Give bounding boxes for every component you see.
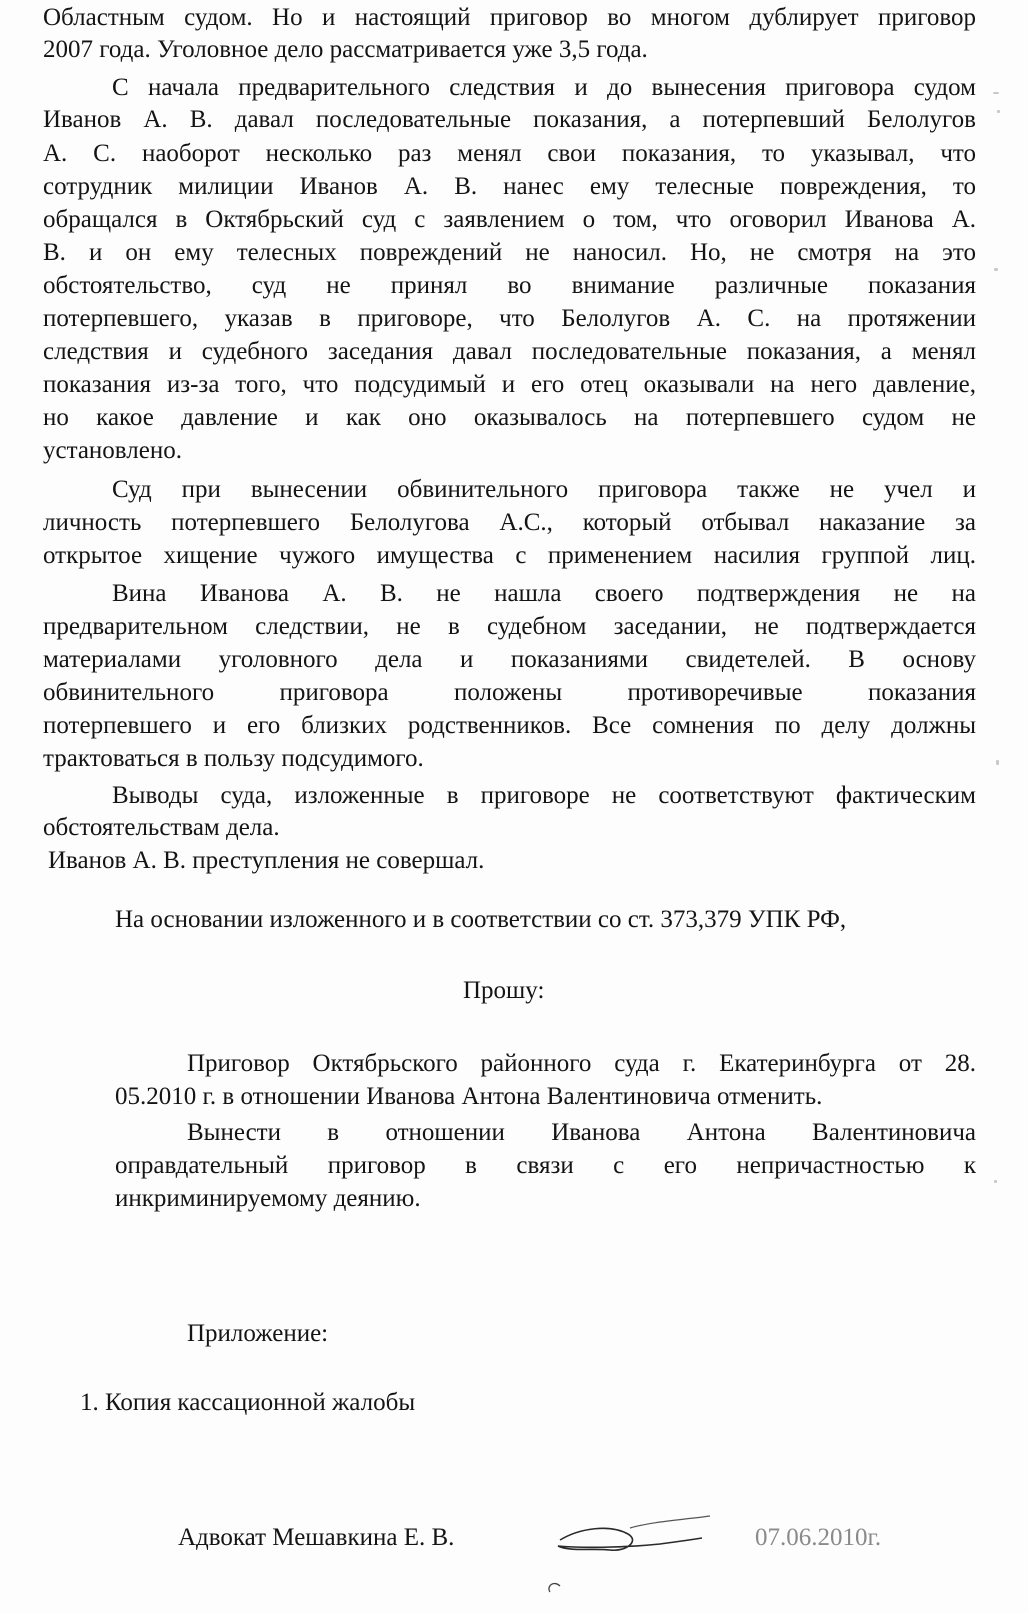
scan-speck xyxy=(997,110,1000,113)
body-line: Выводы суда, изложенные в приговоре не соответствуют фактическим xyxy=(112,782,976,809)
body-line: следствия и судебного заседания давал последовательные показания, а менял xyxy=(43,338,976,365)
body-line: 2007 года. Уголовное дело рассматривается уже 3,5 года. xyxy=(43,36,648,63)
body-line: Иванов А. В. преступления не совершал. xyxy=(48,847,485,874)
request-line: оправдательный приговор в связи с его непричастностью к xyxy=(115,1152,976,1179)
body-line: потерпевшего и его близких родственников. Все сомнения по делу должны xyxy=(43,712,976,739)
scan-speck xyxy=(996,760,999,765)
body-line: но какое давление и как оно оказывалось на потерпевшего судом не xyxy=(43,404,976,431)
body-line: трактоваться в пользу подсудимого. xyxy=(43,745,424,772)
body-line: личность потерпевшего Белолугова А.С., который отбывал наказание за xyxy=(43,509,976,536)
body-line: обращался в Октябрьский суд с заявлением о том, что оговорил Иванова А. xyxy=(43,206,976,233)
body-line: обвинительного приговора положены противоречивые показания xyxy=(43,679,976,706)
scan-speck xyxy=(993,92,999,94)
request-line: 05.2010 г. в отношении Иванова Антона Валентиновича отменить. xyxy=(115,1083,823,1110)
attachment-heading: Приложение: xyxy=(187,1320,329,1347)
body-line: потерпевшего, указав в приговоре, что Белолугов А. С. на протяжении xyxy=(43,305,976,332)
body-line: Вина Иванова А. В. не нашла своего подтверждения не на xyxy=(112,580,976,607)
body-line: установлено. xyxy=(43,437,182,464)
body-line: обстоятельство, суд не принял во внимание различные показания xyxy=(43,272,976,299)
scan-speck xyxy=(994,268,998,271)
body-line: обстоятельствам дела. xyxy=(43,814,280,841)
body-line: открытое хищение чужого имущества с применением насилия группой лиц. xyxy=(43,542,976,569)
body-line: материалами уголовного дела и показаниями свидетелей. В основу xyxy=(43,646,976,673)
signer-name: Адвокат Мешавкина Е. В. xyxy=(178,1524,455,1551)
document-date: 07.06.2010г. xyxy=(755,1524,882,1551)
body-line: Иванов А. В. давал последовательные показания, а потерпевший Белолугов xyxy=(43,106,976,133)
attachment-item: 1. Копия кассационной жалобы xyxy=(80,1389,416,1416)
scan-speck xyxy=(994,1180,997,1183)
legal-basis-line: На основании изложенного и в соответствии со ст. 373,379 УПК РФ, xyxy=(115,906,847,933)
body-line: Областным судом. Но и настоящий приговор во многом дублирует приговор xyxy=(43,4,976,31)
body-line: Суд при вынесении обвинительного приговора также не учел и xyxy=(112,476,976,503)
request-line: инкриминируемому деянию. xyxy=(115,1185,421,1212)
handwritten-signature xyxy=(540,1500,730,1600)
body-line: С начала предварительного следствия и до вынесения приговора судом xyxy=(112,74,976,101)
body-line: В. и он ему телесных повреждений не наносил. Но, не смотря на это xyxy=(43,239,976,266)
request-line: Приговор Октябрьского районного суда г. Екатеринбурга от 28. xyxy=(187,1050,976,1077)
request-line: Вынести в отношении Иванова Антона Валентиновича xyxy=(187,1119,976,1146)
request-heading: Прошу: xyxy=(463,977,545,1004)
body-line: сотрудник милиции Иванов А. В. нанес ему телесные повреждения, то xyxy=(43,173,976,200)
body-line: предварительном следствии, не в судебном заседании, не подтверждается xyxy=(43,613,976,640)
body-line: А. С. наоборот несколько раз менял свои показания, то указывал, что xyxy=(43,140,976,167)
body-line: показания из-за того, что подсудимый и его отец оказывали на него давление, xyxy=(43,371,976,398)
